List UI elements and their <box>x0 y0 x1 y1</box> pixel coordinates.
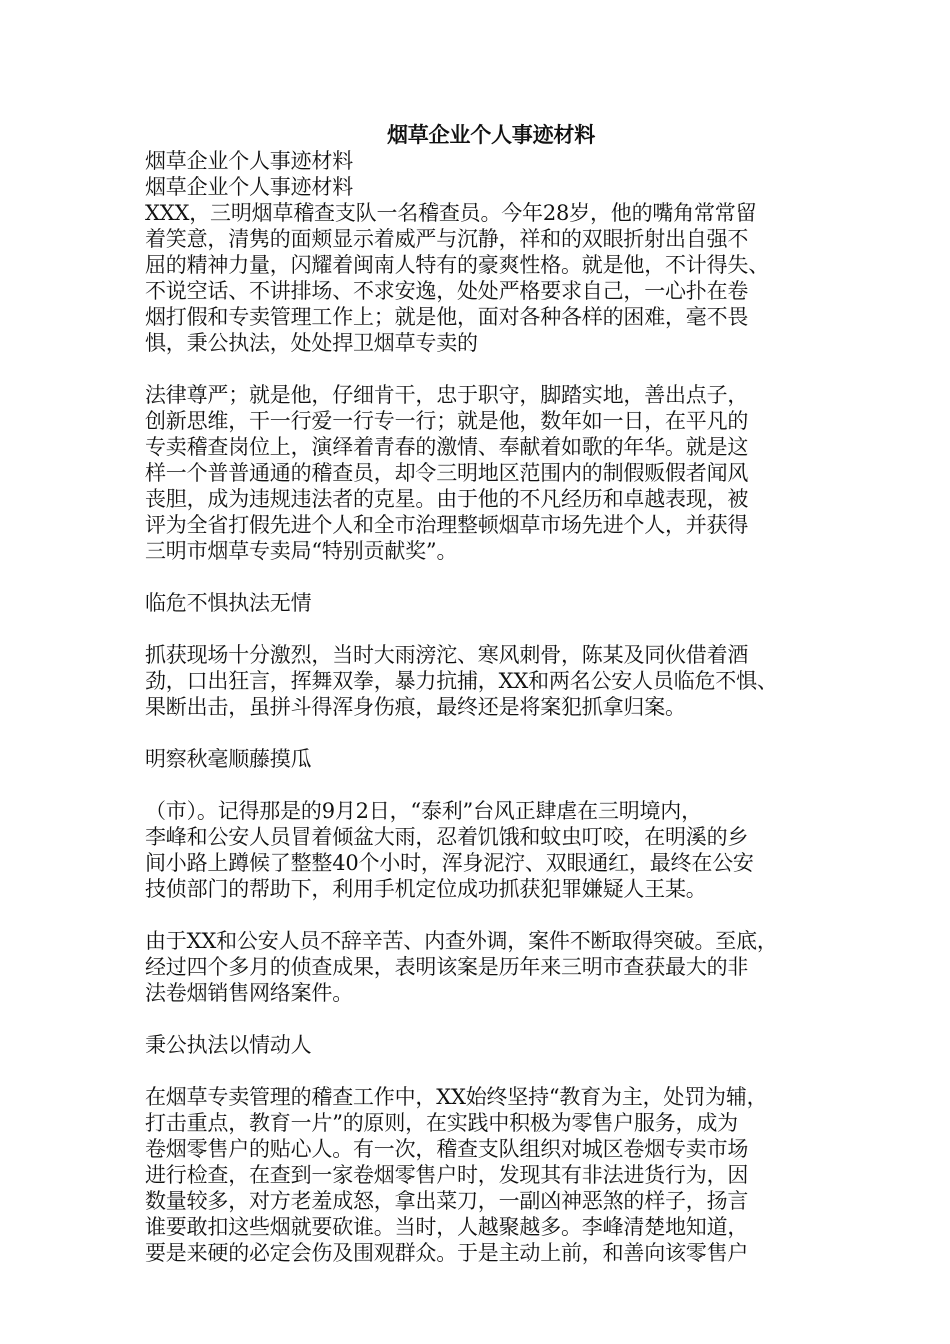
text-line: 数量较多，对方老羞成怒，拿出菜刀，一副凶神恶煞的样子，扬言 <box>145 1189 749 1213</box>
text-line: 三明市烟草专卖局“特别贡献奖”。 <box>145 539 458 563</box>
paragraph <box>145 928 817 1006</box>
paragraph <box>145 642 817 720</box>
text-line: 创新思维，干一行爱一行专一行；就是他，数年如一日，在平凡的 <box>145 409 749 433</box>
text-line: 专卖稽查岗位上，演绎着青春的激情、奉献着如歌的年华。就是这 <box>145 435 749 459</box>
text-line: 着笑意，清隽的面颊显示着威严与沉静，祥和的双眼折射出自强不 <box>145 227 749 251</box>
document-title: 烟草企业个人事迹材料 <box>387 122 595 147</box>
section-heading <box>145 1032 817 1058</box>
document-subtitle: 烟草企业个人事迹材料 <box>145 149 353 173</box>
section-heading <box>145 746 817 772</box>
text-line: 经过四个多月的侦查成果，表明该案是历年来三明市查获最大的非 <box>145 955 749 979</box>
text-line: 丧胆，成为违规违法者的克星。由于他的不凡经历和卓越表现，被 <box>145 487 749 511</box>
text-line: 李峰和公安人员冒着倾盆大雨，忍着饥饿和蚊虫叮咬，在明溪的乡 <box>145 825 749 849</box>
text-line: 法卷烟销售网络案件。 <box>145 981 353 1005</box>
document-page <box>145 122 817 1292</box>
text-line: 样一个普普通通的稽查员，却令三明地区范围内的制假贩假者闻风 <box>145 461 749 485</box>
text-line: 烟打假和专卖管理工作上；就是他，面对各种各样的困难，毫不畏 <box>145 305 749 329</box>
paragraph <box>145 1084 817 1266</box>
paragraph <box>145 798 817 902</box>
document-subtitle: 烟草企业个人事迹材料 <box>145 175 353 199</box>
text-line: 劲，口出狂言，挥舞双拳，暴力抗捕，XX和两名公安人员临危不惧、 <box>145 669 778 693</box>
text-line: 不说空话、不讲排场、不求安逸，处处严格要求自己，一心扑在卷 <box>145 279 749 303</box>
text-line: 果断出击，虽拼斗得浑身伤痕，最终还是将案犯抓拿归案。 <box>145 695 686 719</box>
text-line: 法律尊严；就是他，仔细肯干，忠于职守，脚踏实地，善出点子， <box>145 383 749 407</box>
paragraph <box>145 200 817 356</box>
text-line: 技侦部门的帮助下，利用手机定位成功抓获犯罪嫌疑人王某。 <box>145 877 707 901</box>
text-line: （市）。记得那是的9月2日，“泰利”台风正肆虐在三明境内， <box>145 799 702 823</box>
text-line: 谁要敢扣这些烟就要砍谁。当时，人越聚越多。李峰清楚地知道， <box>145 1215 749 1239</box>
text-line: 临危不惧执法无情 <box>145 591 312 615</box>
text-line: 评为全省打假先进个人和全市治理整顿烟草市场先进个人，并获得 <box>145 513 749 537</box>
text-line: 惧，秉公执法，处处捍卫烟草专卖的 <box>145 331 478 355</box>
text-line: 卷烟零售户的贴心人。有一次，稽查支队组织对城区卷烟专卖市场 <box>145 1137 749 1161</box>
document-body <box>145 200 817 1266</box>
text-line: 抓获现场十分激烈，当时大雨滂沱、寒风刺骨，陈某及同伙借着酒 <box>145 643 749 667</box>
text-line: 间小路上蹲候了整整40个小时，浑身泥泞、双眼通红，最终在公安 <box>145 851 754 875</box>
text-line: 明察秋毫顺藤摸瓜 <box>145 747 312 771</box>
text-line: 由于XX和公安人员不辞辛苦、内查外调，案件不断取得突破。至底， <box>145 929 778 953</box>
text-line: 秉公执法以情动人 <box>145 1033 312 1057</box>
section-heading <box>145 590 817 616</box>
text-line: 要是来硬的必定会伤及围观群众。于是主动上前，和善向该零售户 <box>145 1241 749 1265</box>
text-line: 在烟草专卖管理的稽查工作中，XX始终坚持“教育为主，处罚为辅， <box>145 1085 768 1109</box>
paragraph <box>145 382 817 564</box>
text-line: 打击重点，教育一片”的原则，在实践中积极为零售户服务，成为 <box>145 1111 738 1135</box>
text-line: XXX，三明烟草稽查支队一名稽查员。今年28岁，他的嘴角常常留 <box>145 201 757 225</box>
text-line: 进行检查，在查到一家卷烟零售户时，发现其有非法进货行为，因 <box>145 1163 749 1187</box>
text-line: 屈的精神力量，闪耀着闽南人特有的豪爽性格。就是他，不计得失、 <box>145 253 769 277</box>
